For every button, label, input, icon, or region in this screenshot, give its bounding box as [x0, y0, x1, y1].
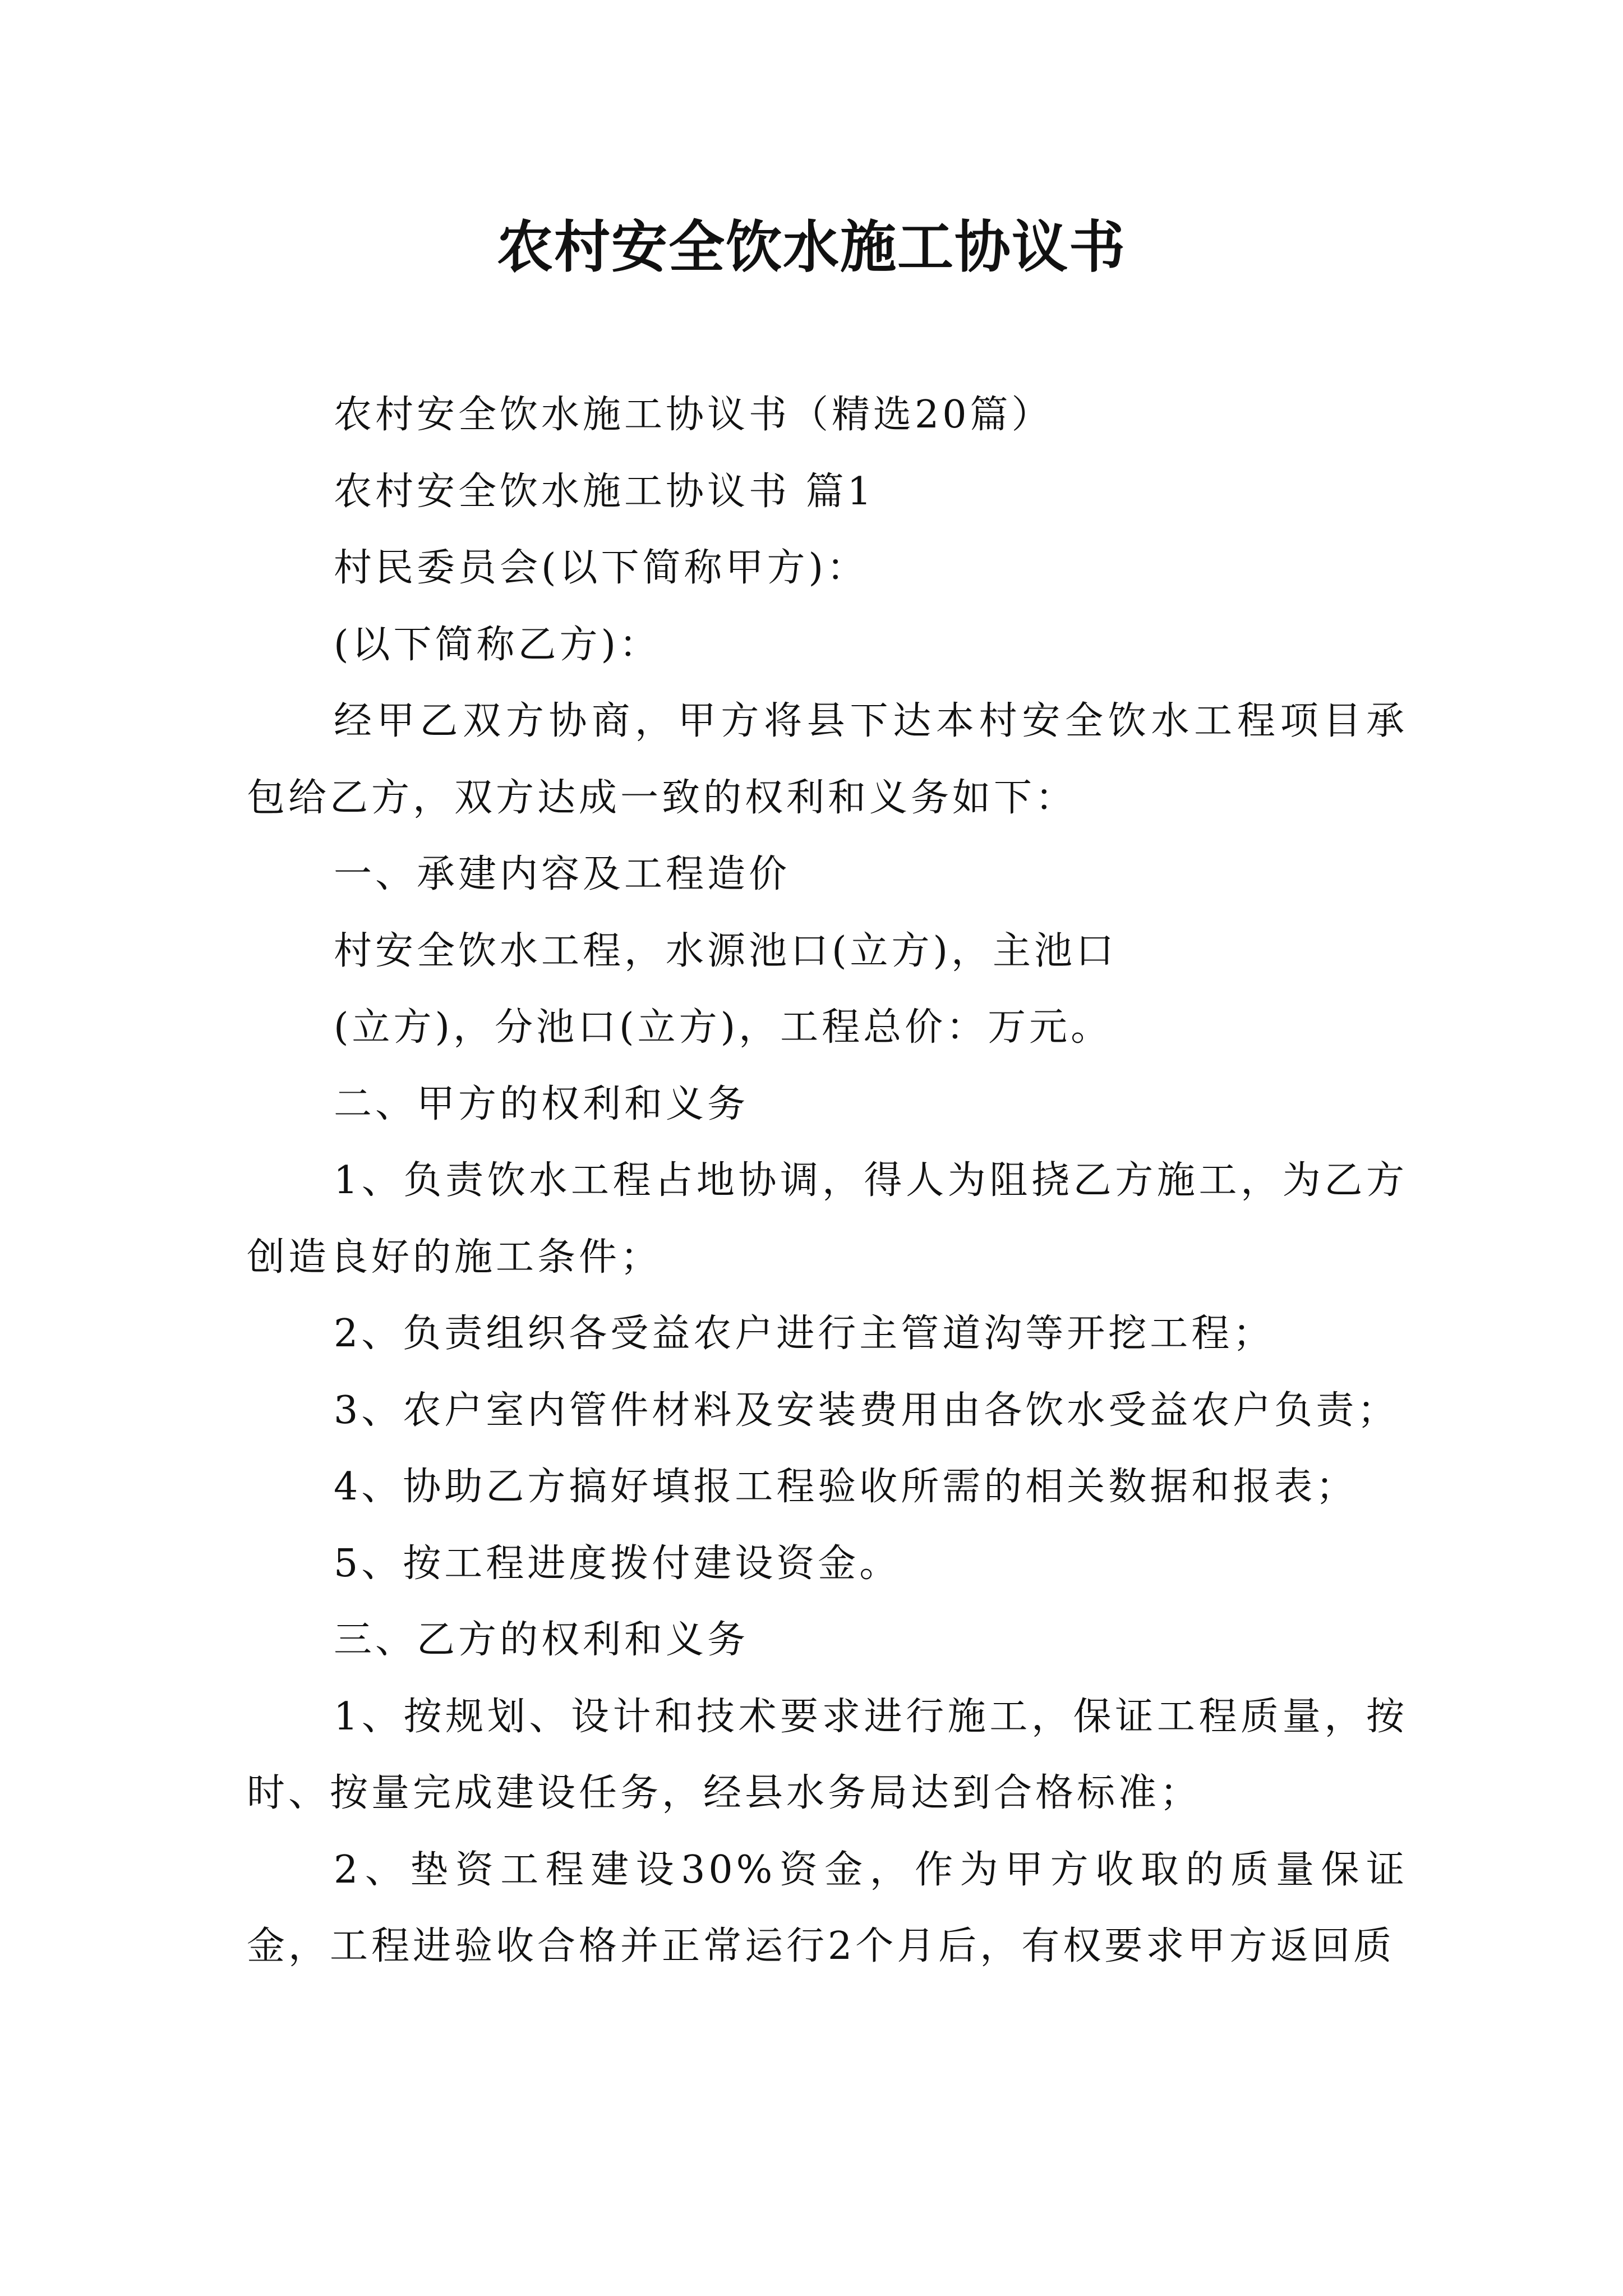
paragraph: 3、农户室内管件材料及安装费用由各饮水受益农户负责；: [334, 1388, 1399, 1433]
paragraph: 经甲乙双方协商，甲方将县下达本村安全饮水工程项目承包给乙方，双方达成一致的权利和义务如下：: [247, 699, 1408, 820]
paragraph: 2、负责组织各受益农户进行主管道沟等开挖工程；: [334, 1312, 1275, 1356]
paragraph: 1、负责饮水工程占地协调，得人为阻挠乙方施工，为乙方创造良好的施工条件；: [247, 1158, 1408, 1280]
paragraph: 农村安全饮水施工协议书（精选20篇）: [334, 393, 1053, 437]
paragraph: (立方)，分池口(立方)，工程总价：万元。: [334, 1005, 1113, 1050]
paragraph: 村民委员会(以下简称甲方)：: [334, 546, 869, 590]
document-body: [247, 377, 1408, 1985]
paragraph: 1、按规划、设计和技术要求进行施工，保证工程质量，按时、按量完成建设任务，经县水务局达到合格标准；: [247, 1694, 1408, 1815]
paragraph: 5、按工程进度拨付建设资金。: [334, 1541, 901, 1586]
paragraph: (以下简称乙方)：: [334, 622, 661, 667]
paragraph: 村安全饮水工程，水源池口(立方)，主池口: [334, 928, 1118, 973]
paragraph: 三、乙方的权利和义务: [334, 1618, 749, 1662]
paragraph: 农村安全饮水施工协议书 篇1: [334, 469, 875, 514]
paragraph: 4、协助乙方搞好填报工程验收所需的相关数据和报表；: [334, 1465, 1358, 1509]
paragraph: 2、垫资工程建设30%资金，作为甲方收取的质量保证金，工程进验收合格并正常运行2个月后，有权要求甲方返回质: [247, 1847, 1408, 1968]
paragraph: 一、承建内容及工程造价: [334, 852, 791, 896]
document-title: 农村安全饮水施工协议书: [497, 214, 1126, 280]
paragraph: 二、甲方的权利和义务: [334, 1082, 749, 1126]
